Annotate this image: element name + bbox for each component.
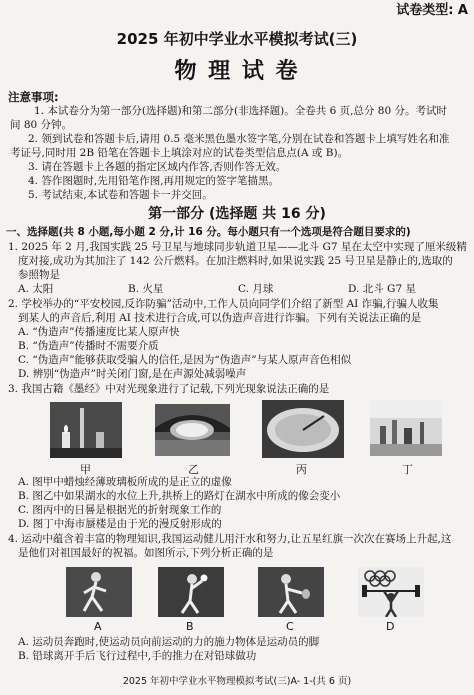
q1-option-d: D. 北斗 G7 星 — [348, 283, 416, 295]
q4-stem-line: 是他们对祖国最好的祝福。如图所示,下列分析正确的是 — [18, 547, 274, 559]
notice-line: 间 80 分钟。 — [10, 119, 73, 131]
q3-stem: 3. 我国古籍《墨经》中对光现象进行了记载,下列光现象说法正确的是 — [8, 383, 330, 395]
q4-figure-c — [258, 567, 324, 617]
q1-option-c: C. 月球 — [238, 283, 274, 295]
mirage-icon — [370, 400, 442, 456]
q4-caption-d: D — [386, 620, 395, 633]
q2-option-b: B. “伪造声”传播时不需要介质 — [18, 340, 159, 352]
q1-option-b: B. 火星 — [128, 283, 164, 295]
q3-caption-jia: 甲 — [80, 463, 91, 476]
q4-caption-a: A — [94, 620, 102, 633]
q3-caption-ding: 丁 — [402, 463, 413, 476]
runner-icon — [66, 567, 132, 617]
q3-figure-yi — [155, 404, 230, 456]
q3-option-d: D. 图丁中海市蜃楼是由于光的漫反射形成的 — [18, 518, 222, 530]
q2-option-c: C. “伪造声”能够获取受骗人的信任,是因为“伪造声”与某人原声音色相似 — [18, 354, 352, 366]
exam-title: 2025 年初中学业水平模拟考试(三) — [116, 30, 358, 48]
q3-option-c: C. 图丙中的日晷是根据光的折射现象工作的 — [18, 504, 222, 516]
q3-figure-bing — [262, 400, 344, 458]
notice-line: 1. 本试卷分为第一部分(选择题)和第二部分(非选择题)。全卷共 6 页,总分 80 分。考试时 — [34, 105, 447, 117]
q4-caption-b: B — [186, 620, 194, 633]
bridge-reflection-icon — [155, 404, 230, 456]
q3-caption-yi: 乙 — [188, 463, 199, 476]
q3-figure-jia — [50, 402, 122, 458]
q3-option-b: B. 图乙中如果湖水的水位上升,拱桥上的路灯在湖水中所成的像会变小 — [18, 490, 341, 502]
notice-line: 3. 请在答题卡上各题的指定区域内作答,否则作答无效。 — [28, 161, 287, 173]
notice-line: 2. 领到试卷和答题卡后,请用 0.5 毫米黑色墨水签字笔,分别在试卷和答题卡上填写姓名和准 — [28, 133, 450, 145]
q4-caption-c: C — [286, 620, 294, 633]
part1-instruction: 一、选择题(共 8 小题,每小题 2 分,计 16 分。每小题只有一个选项是符合题目要求的) — [6, 226, 411, 238]
page-footer: 2025 年初中学业水平物理模拟考试(三)A- 1-(共 6 页) — [122, 676, 352, 687]
subject-title: 物 理 试 卷 — [174, 58, 300, 84]
table-tennis-icon — [258, 567, 324, 617]
shot-put-icon — [158, 567, 224, 617]
q4-stem-line: 4. 运动中蕴含着丰富的物理知识,我国运动健儿用汗水和努力,让五星红旗一次次在赛场上升起,这 — [8, 533, 452, 545]
q3-figure-ding — [370, 400, 442, 456]
q4-option-b: B. 铅球离开手后飞行过程中,手的推力在对铅球做功 — [18, 650, 257, 662]
q2-stem-line: 到某人的声音后,利用 AI 技术进行合成,可以伪造声音进行诈骗。下列有关说法正确的是 — [18, 312, 422, 324]
q4-figure-a — [66, 567, 132, 617]
q3-option-a: A. 图甲中蜡烛经薄玻璃板所成的是正立的虚像 — [18, 476, 232, 488]
q2-option-a: A. “伪造声”传播速度比某人原声快 — [18, 326, 180, 338]
q2-option-d: D. 辨别“伪造声”时关闭门窗,是在声源处减弱噪声 — [18, 368, 247, 380]
sundial-icon — [262, 400, 344, 458]
candle-mirror-icon — [50, 402, 122, 458]
notice-line: 考证号,同时用 2B 铅笔在答题卡上填涂对应的试卷类型信息点(A 或 B)。 — [10, 147, 349, 159]
notice-heading: 注意事项: — [8, 90, 59, 104]
q2-stem-line: 2. 学校举办的“平安校园,反诈防骗”活动中,工作人员向同学们介绍了新型 AI 诈骗,行骗人收集 — [8, 298, 439, 310]
paper-type-label: 试卷类型: A — [396, 3, 468, 18]
notice-line: 5. 考试结束,本试卷和答题卡一并交回。 — [28, 189, 213, 201]
notice-line: 4. 答作图题时,先用铅笔作图,再用规定的签字笔描黑。 — [28, 175, 280, 187]
q1-stem-line: 度对接,成功为其加注了 142 公斤燃料。在加注燃料时,如果说实践 25 号卫星是静止的,选取的 — [18, 255, 453, 267]
q1-stem-line: 参照物是 — [18, 269, 60, 281]
q4-option-a: A. 运动员奔跑时,使运动员向前运动的力的施力物体是运动员的脚 — [18, 636, 320, 648]
q4-figure-b — [158, 567, 224, 617]
part1-title: 第一部分 (选择题 共 16 分) — [148, 206, 326, 222]
weightlifting-icon — [358, 567, 424, 617]
q1-option-a: A. 太阳 — [18, 283, 54, 295]
q1-stem-line: 1. 2025 年 2 月,我国实践 25 号卫星与地球同步轨道卫星——北斗 G7 星在太空中实现了厘米级精 — [8, 241, 467, 253]
q4-figure-d — [358, 567, 424, 617]
q3-caption-bing: 丙 — [296, 463, 307, 476]
